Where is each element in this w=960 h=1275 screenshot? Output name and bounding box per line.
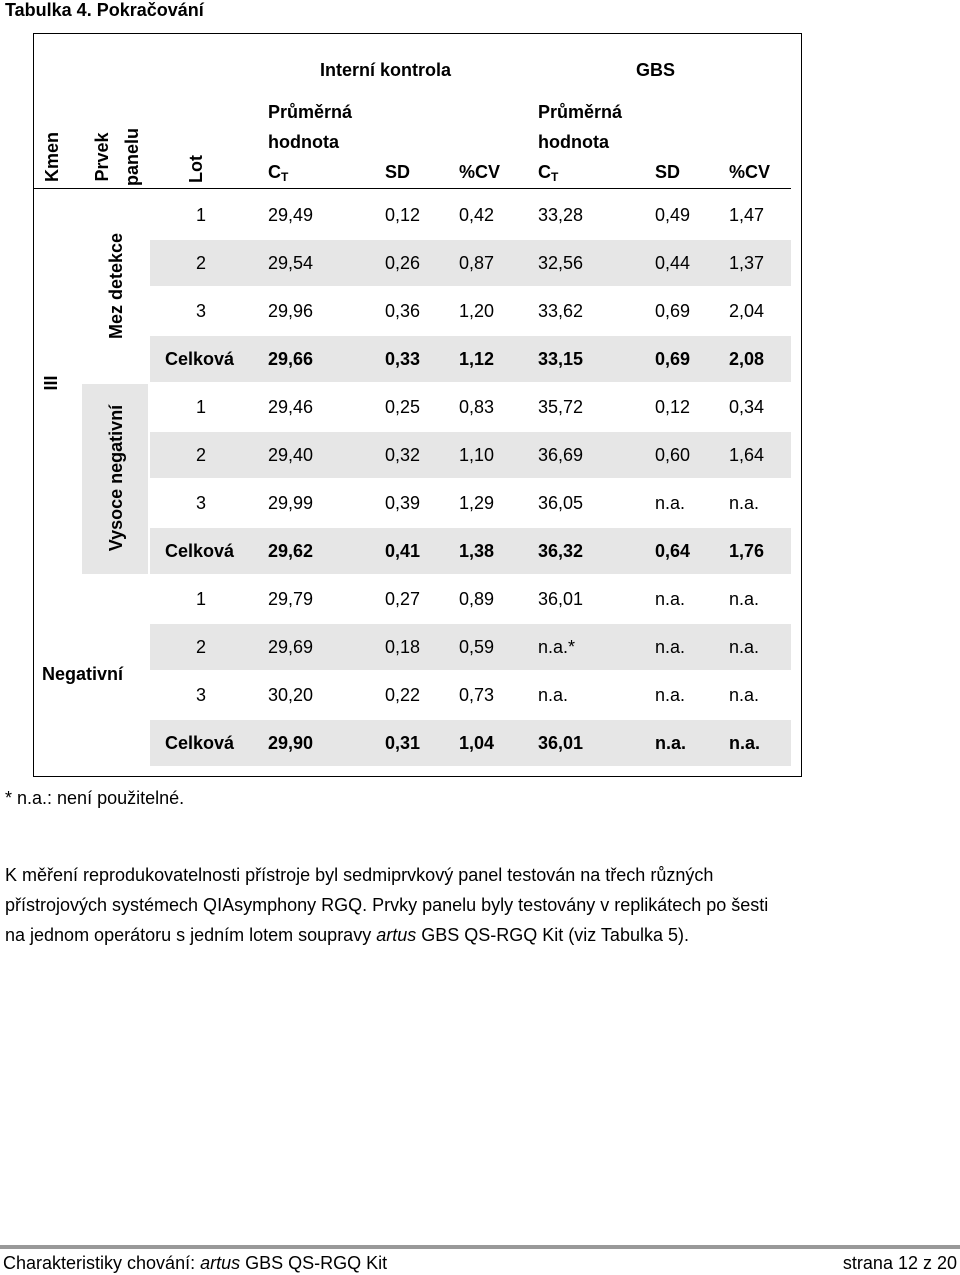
cell-lot: 3 <box>196 493 207 513</box>
cell-gbs-sd: n.a. <box>655 733 687 753</box>
group-prvek-vysoce: Vysoce negativní <box>106 404 126 552</box>
cell-ik-sd: 0,36 <box>385 301 421 321</box>
header-lot: Lot <box>186 155 206 183</box>
cell-ik-sd: 0,27 <box>385 589 421 609</box>
cell-lot: Celková <box>165 349 235 369</box>
paragraph-line-2: přístrojových systémech QIAsymphony RGQ. Prvky panelu byly testovány v replikátech po šesti <box>5 895 769 915</box>
cell-ik-cv: 1,29 <box>459 493 495 513</box>
cell-lot: Celková <box>165 541 235 561</box>
cell-ik-cv: 0,89 <box>459 589 495 609</box>
header-group-gbs: GBS <box>636 60 676 80</box>
cell-ik-cv: 1,10 <box>459 445 495 465</box>
cell-ik-cv: 1,12 <box>459 349 495 369</box>
cell-gbs-cv: n.a. <box>729 589 760 609</box>
header-prvek-2: panelu <box>122 128 142 187</box>
cell-ik-ct: 29,62 <box>268 541 314 561</box>
cell-ik-sd: 0,41 <box>385 541 421 561</box>
header-ik-sd: SD <box>385 162 411 182</box>
header-gbs-avg-1: Průměrná <box>538 102 623 122</box>
footnote: * n.a.: není použitelné. <box>5 788 185 808</box>
cell-gbs-ct: 35,72 <box>538 397 584 417</box>
cell-ik-cv: 0,73 <box>459 685 495 705</box>
cell-gbs-ct: 36,01 <box>538 733 584 753</box>
cell-ik-ct: 29,90 <box>268 733 314 753</box>
cell-gbs-cv: 2,04 <box>729 301 765 321</box>
header-gbs-ct: $C_T$ <box>538 162 559 184</box>
cell-ik-ct: 29,54 <box>268 253 314 273</box>
cell-gbs-cv: 2,08 <box>729 349 765 369</box>
cell-ik-cv: 1,20 <box>459 301 495 321</box>
header-prvek-1: Prvek <box>92 132 112 182</box>
cell-ik-sd: 0,26 <box>385 253 421 273</box>
header-ik-ct: $C_T$ <box>268 162 289 184</box>
cell-lot: 3 <box>196 301 207 321</box>
header-rule <box>33 188 791 189</box>
cell-gbs-ct: 36,05 <box>538 493 584 513</box>
page-heading: Tabulka 4. Pokračování <box>5 0 204 20</box>
cell-gbs-cv: n.a. <box>729 733 761 753</box>
cell-ik-sd: 0,39 <box>385 493 421 513</box>
cell-ik-cv: 1,04 <box>459 733 495 753</box>
cell-gbs-cv: 1,47 <box>729 205 765 225</box>
cell-ik-ct: 30,20 <box>268 685 314 705</box>
cell-ik-sd: 0,12 <box>385 205 421 225</box>
cell-ik-cv: 0,87 <box>459 253 495 273</box>
cell-ik-sd: 0,22 <box>385 685 421 705</box>
header-kmen: Kmen <box>42 132 62 183</box>
cell-gbs-ct: 36,69 <box>538 445 584 465</box>
cell-ik-ct: 29,49 <box>268 205 314 225</box>
cell-ik-sd: 0,31 <box>385 733 421 753</box>
cell-ik-sd: 0,33 <box>385 349 421 369</box>
cell-lot: Celková <box>165 733 235 753</box>
cell-lot: 2 <box>196 445 207 465</box>
cell-ik-ct: 29,66 <box>268 349 314 369</box>
group-negativni: Negativní <box>42 664 124 684</box>
cell-ik-ct: 29,96 <box>268 301 314 321</box>
cell-gbs-sd: n.a. <box>655 637 686 657</box>
cell-ik-ct: 29,40 <box>268 445 314 465</box>
cell-gbs-sd: 0,44 <box>655 253 691 273</box>
header-gbs-cv: %CV <box>729 162 771 182</box>
cell-gbs-ct: 33,62 <box>538 301 584 321</box>
footer-rule <box>0 1245 960 1249</box>
cell-lot: 1 <box>196 589 207 609</box>
header-gbs-sd: SD <box>655 162 681 182</box>
cell-ik-cv: 0,83 <box>459 397 495 417</box>
cell-gbs-sd: 0,69 <box>655 349 691 369</box>
cell-gbs-sd: n.a. <box>655 685 686 705</box>
cell-gbs-ct: 33,28 <box>538 205 584 225</box>
cell-gbs-sd: 0,49 <box>655 205 691 225</box>
cell-gbs-sd: n.a. <box>655 589 686 609</box>
header-group-ik: Interní kontrola <box>320 60 452 80</box>
cell-lot: 3 <box>196 685 207 705</box>
header-ik-cv: %CV <box>459 162 501 182</box>
footer-left: Charakteristiky chování: artus GBS QS-RGQ Kit <box>3 1253 388 1273</box>
cell-gbs-cv: n.a. <box>729 637 760 657</box>
cell-gbs-sd: 0,12 <box>655 397 691 417</box>
cell-ik-cv: 0,42 <box>459 205 495 225</box>
cell-gbs-ct: n.a.* <box>538 637 576 657</box>
group-kmen-iii: III <box>41 375 61 391</box>
cell-gbs-cv: 1,37 <box>729 253 765 273</box>
cell-gbs-cv: 1,76 <box>729 541 765 561</box>
cell-gbs-ct: 33,15 <box>538 349 584 369</box>
cell-gbs-ct: 36,01 <box>538 589 584 609</box>
cell-gbs-sd: n.a. <box>655 493 686 513</box>
cell-gbs-ct: n.a. <box>538 685 569 705</box>
footer-page-number: strana 12 z 20 <box>842 1253 957 1273</box>
cell-gbs-sd: 0,64 <box>655 541 691 561</box>
paragraph-line-3: na jednom operátoru s jedním lotem soupravy artus GBS QS-RGQ Kit (viz Tabulka 5). <box>5 925 689 945</box>
cell-gbs-cv: 0,34 <box>729 397 765 417</box>
cell-ik-sd: 0,32 <box>385 445 421 465</box>
header-ik-avg-1: Průměrná <box>268 102 353 122</box>
cell-ik-ct: 29,79 <box>268 589 314 609</box>
cell-ik-ct: 29,69 <box>268 637 314 657</box>
cell-lot: 1 <box>196 397 207 417</box>
cell-gbs-cv: n.a. <box>729 493 760 513</box>
cell-ik-ct: 29,46 <box>268 397 314 417</box>
cell-gbs-cv: 1,64 <box>729 445 765 465</box>
header-gbs-avg-2: hodnota <box>538 132 609 152</box>
cell-gbs-cv: n.a. <box>729 685 760 705</box>
cell-ik-sd: 0,25 <box>385 397 421 417</box>
cell-lot: 1 <box>196 205 207 225</box>
header-ik-avg-2: hodnota <box>268 132 339 152</box>
cell-gbs-ct: 32,56 <box>538 253 584 273</box>
cell-gbs-sd: 0,60 <box>655 445 691 465</box>
cell-gbs-ct: 36,32 <box>538 541 584 561</box>
paragraph-line-1: K měření reprodukovatelnosti přístroje byl sedmiprvkový panel testován na třech různých <box>5 865 714 885</box>
cell-ik-cv: 1,38 <box>459 541 495 561</box>
body-paragraph <box>5 860 785 950</box>
cell-lot: 2 <box>196 253 207 273</box>
cell-ik-cv: 0,59 <box>459 637 495 657</box>
cell-ik-ct: 29,99 <box>268 493 314 513</box>
cell-lot: 2 <box>196 637 207 657</box>
group-prvek-mez: Mez detekce <box>106 232 126 340</box>
cell-gbs-sd: 0,69 <box>655 301 691 321</box>
cell-ik-sd: 0,18 <box>385 637 421 657</box>
